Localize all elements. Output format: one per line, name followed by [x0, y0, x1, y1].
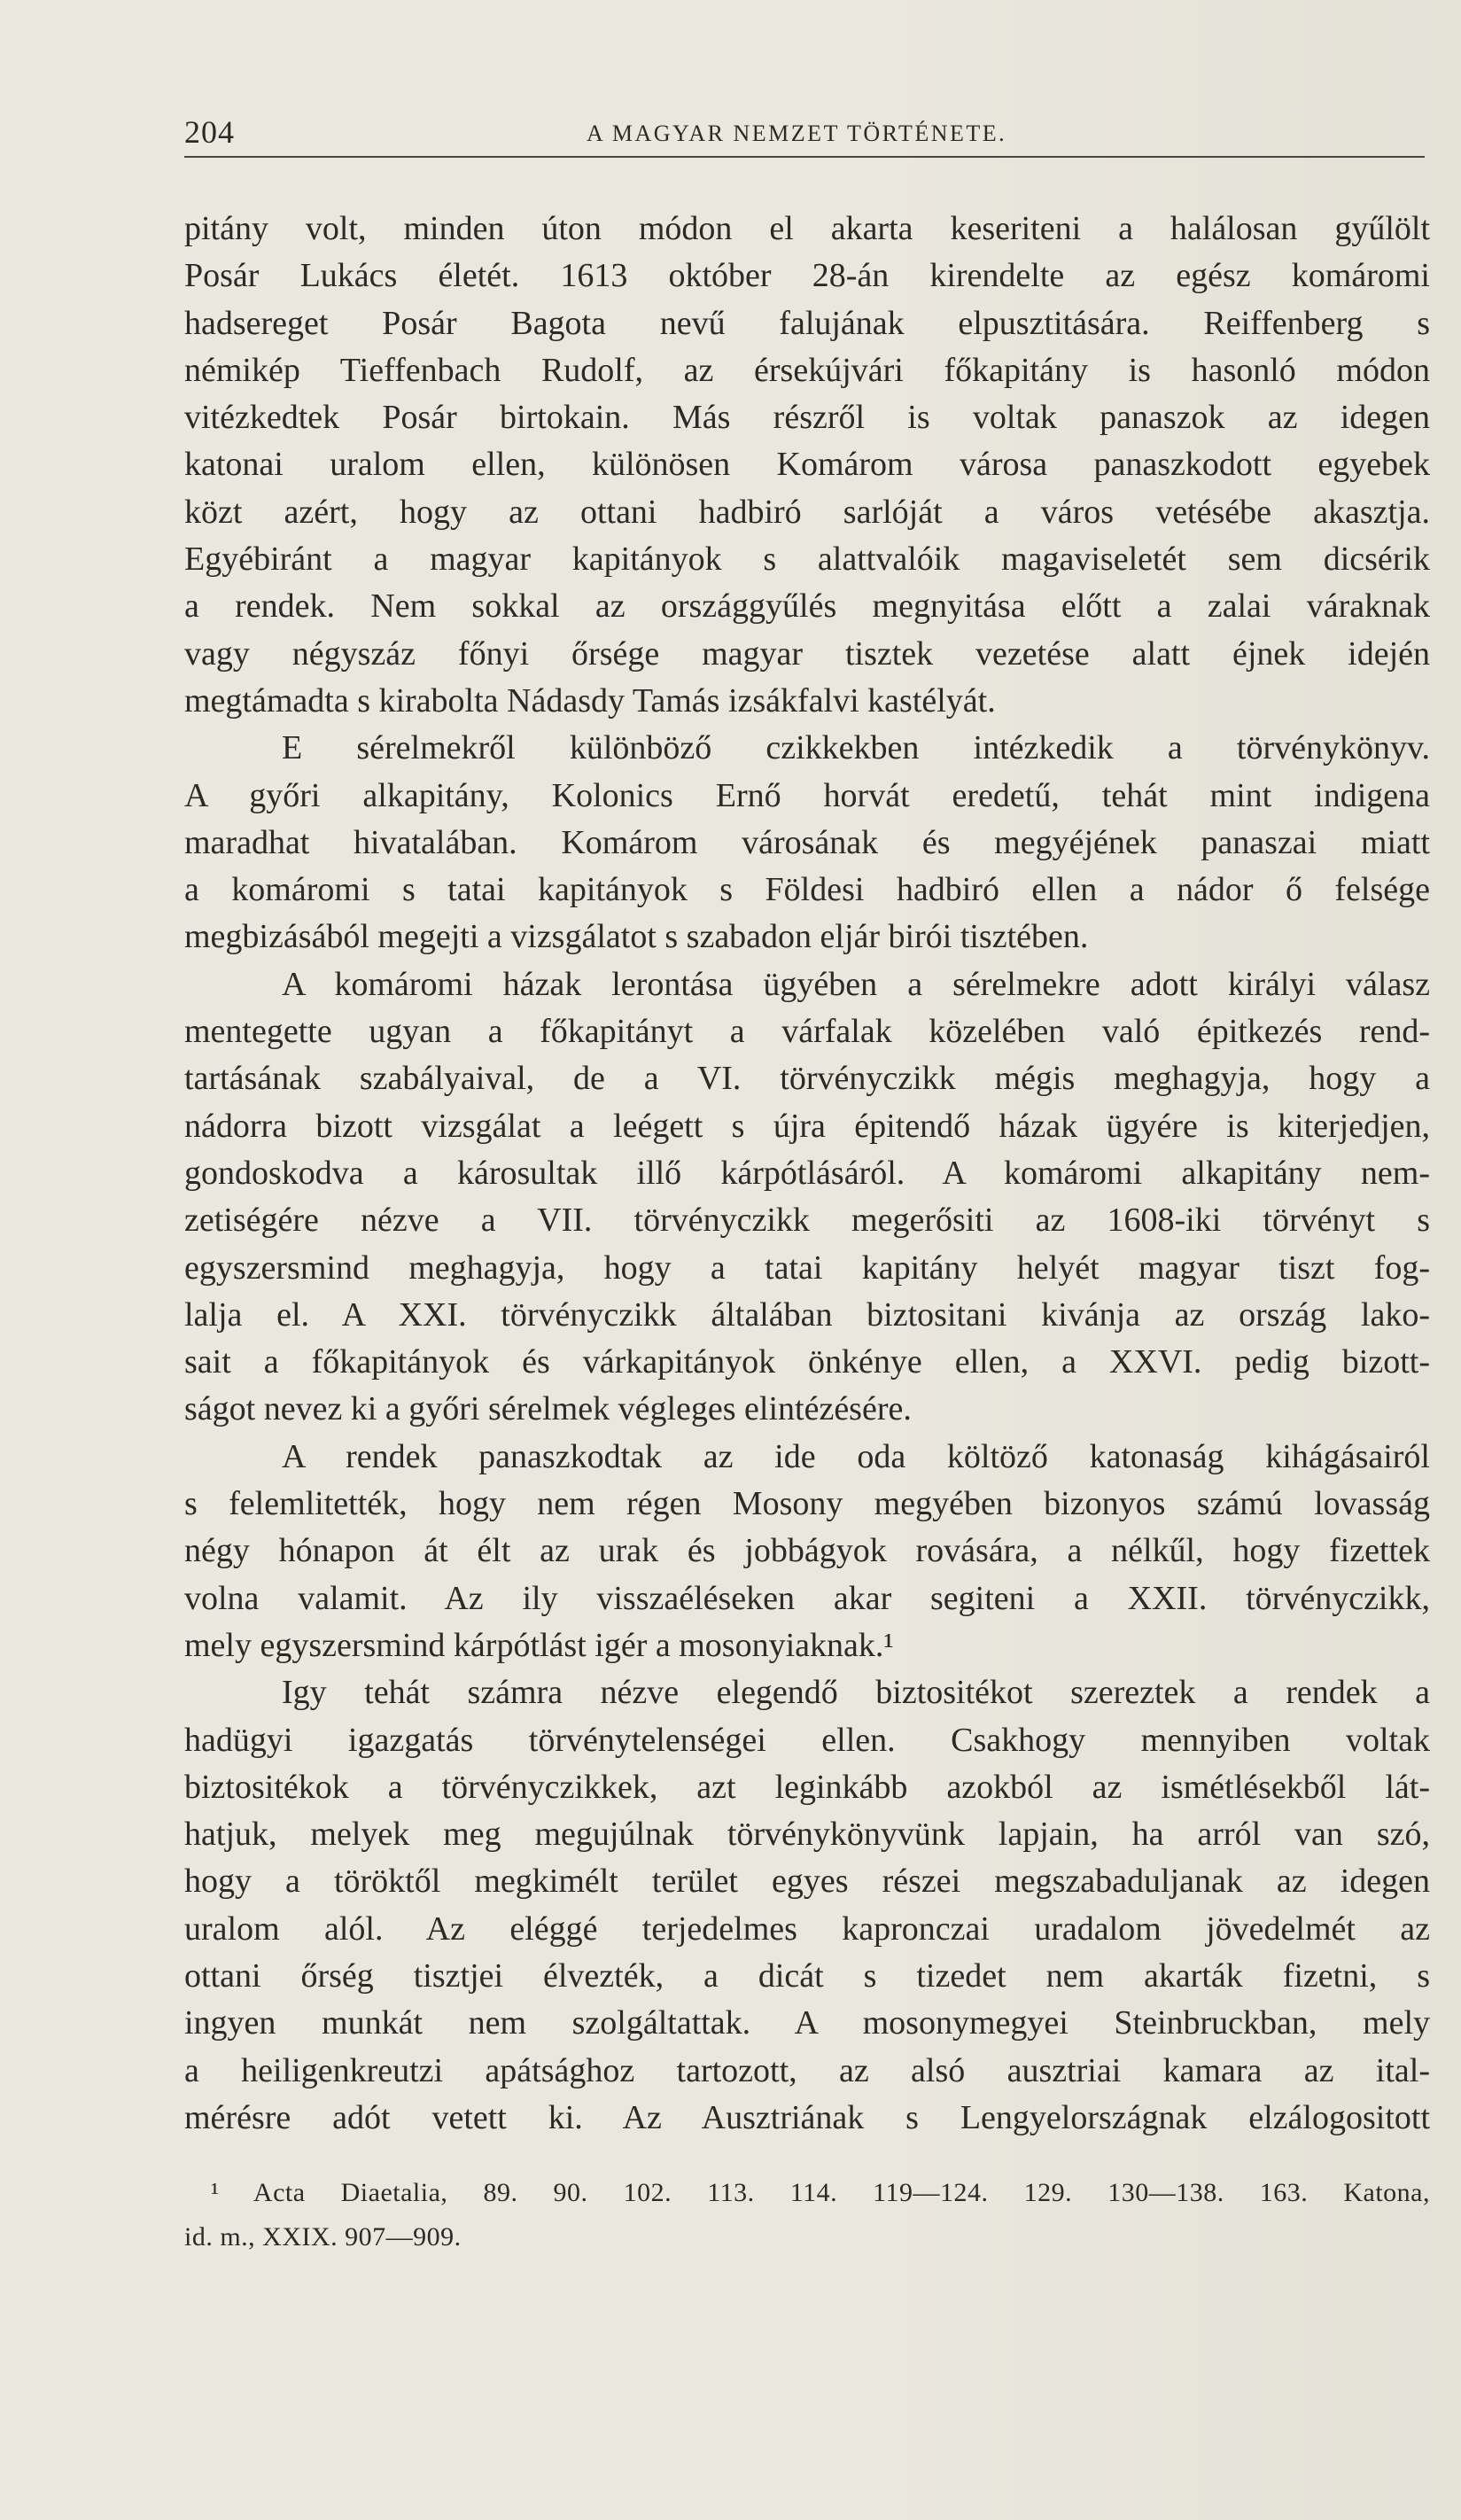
text-line: megbizásából megejti a vizsgálatot s szabadon eljár birói tisztében. — [184, 918, 1089, 956]
text-line: s felemlitették, hogy nem régen Mosony megyében bizonyos számú lovasság — [184, 1485, 1430, 1523]
text-line: ottani őrség tisztjei élvezték, a dicát s tizedet nem akarták fizetni, s — [184, 1956, 1430, 1995]
text-line: A győri alkapitány, Kolonics Ernő horvát eredetű, tehát mint indigena — [184, 776, 1430, 814]
text-line: mentegette ugyan a főkapitányt a várfalak közelében való épitkezés rend- — [184, 1013, 1430, 1051]
text-line: A rendek panaszkodtak az ide oda költöző katonaság kihágásairól — [282, 1437, 1430, 1475]
text-line: pitány volt, minden úton módon el akarta keseriteni a halálosan gyűlölt — [184, 210, 1430, 247]
text-line: ingyen munkát nem szolgáltattak. A mosonymegyei Steinbruckban, mely — [184, 2004, 1430, 2042]
text-line: lalja el. A XXI. törvényczikk általában biztositani kivánja az ország lako- — [184, 1295, 1430, 1334]
text-line: zetiségére nézve a VII. törvényczikk megerősiti az 1608-iki törvényt s — [184, 1202, 1430, 1240]
text-line: hadsereget Posár Bagota nevű falujának elpusztitására. Reiffenberg s — [184, 304, 1430, 342]
text-line: hadügyi igazgatás törvénytelenségei ellen. Csakhogy mennyiben voltak — [184, 1721, 1430, 1759]
text-line: nádorra bizott vizsgálat a leégett s újra épitendő házak ügyére is kiterjedjen, — [184, 1107, 1430, 1145]
text-line: megtámadta s kirabolta Nádasdy Tamás izsákfalvi kastélyát. — [184, 681, 996, 719]
text-line: biztositékok a törvényczikkek, azt leginkább azokból az ismétlésekből lát- — [184, 1768, 1430, 1806]
running-head: A MAGYAR NEMZET TÖRTÉNETE. — [587, 121, 1007, 146]
text-line: gondoskodva a károsultak illő kárpótlásáról. A komáromi alkapitány nem- — [184, 1154, 1430, 1192]
body-text — [184, 206, 1430, 2142]
text-line: Egyébiránt a magyar kapitányok s alattvalóik magaviseletét sem dicsérik — [184, 541, 1430, 579]
text-line: némikép Tieffenbach Rudolf, az érsekújvári főkapitány is hasonló módon — [184, 351, 1430, 389]
text-line: A komáromi házak lerontása ügyében a sérelmekre adott királyi válasz — [282, 965, 1430, 1003]
text-line: Posár Lukács életét. 1613 október 28-án kirendelte az egész komáromi — [184, 257, 1430, 295]
text-line: Igy tehát számra nézve elegendő biztositékot szereztek a rendek a — [282, 1674, 1430, 1712]
text-line: tartásának szabályaival, de a VI. törvényczikk mégis meghagyja, hogy a — [184, 1060, 1430, 1098]
text-line: E sérelmekről különböző czikkekben intézkedik a törvénykönyv. — [282, 729, 1430, 767]
text-line: hatjuk, melyek meg megujúlnak törvénykönyvünk lapjain, ha arról van szó, — [184, 1816, 1430, 1854]
text-line: sait a főkapitányok és várkapitányok önkénye ellen, a XXVI. pedig bizott- — [184, 1343, 1430, 1381]
header-rule — [184, 156, 1425, 158]
text-line: vagy négyszáz főnyi őrsége magyar tisztek vezetése alatt éjnek idején — [184, 634, 1430, 673]
page-number: 204 — [184, 114, 235, 150]
text-line: a rendek. Nem sokkal az országgyűlés megnyitása előtt a zalai váraknak — [184, 587, 1430, 626]
text-line: maradhat hivatalában. Komárom városának és megyéjének panaszai miatt — [184, 823, 1430, 861]
text-line: vitézkedtek Posár birtokain. Más részről is voltak panaszok az idegen — [184, 399, 1430, 437]
footnotes — [184, 2171, 1430, 2259]
text-line: közt azért, hogy az ottani hadbiró sarlóját a város vetésébe akasztja. — [184, 493, 1430, 531]
footnote-line: ¹ Acta Diaetalia, 89. 90. 102. 113. 114. 119—124. 129. 130—138. 163. Katona, — [211, 2178, 1430, 2207]
text-line: katonai uralom ellen, különösen Komárom városa panaszkodott egyebek — [184, 446, 1430, 484]
text-line: négy hónapon át élt az urak és jobbágyok rovására, a nélkűl, hogy fizettek — [184, 1532, 1430, 1570]
text-line: ságot nevez ki a győri sérelmek végleges elintézésére. — [184, 1390, 912, 1428]
footnote-line: id. m., XXIX. 907—909. — [184, 2222, 462, 2252]
text-line: mérésre adót vetett ki. Az Ausztriának s Lengyelországnak elzálogositott — [184, 2098, 1430, 2136]
text-line: uralom alól. Az eléggé terjedelmes kapronczai uradalom jövedelmét az — [184, 1909, 1430, 1948]
text-line: hogy a töröktől megkimélt terület egyes részei megszabaduljanak az idegen — [184, 1863, 1430, 1901]
text-line: volna valamit. Az ily visszaéléseken akar segiteni a XXII. törvényczikk, — [184, 1579, 1430, 1617]
text-line: mely egyszersmind kárpótlást igér a mosonyiaknak.¹ — [184, 1626, 894, 1664]
text-line: a heiligenkreutzi apátsághoz tartozott, az alsó ausztriai kamara az ital- — [184, 2051, 1430, 2089]
page-header — [184, 113, 1425, 158]
text-line: egyszersmind meghagyja, hogy a tatai kapitány helyét magyar tiszt fog- — [184, 1248, 1430, 1287]
text-line: a komáromi s tatai kapitányok s Földesi hadbiró ellen a nádor ő felsége — [184, 871, 1430, 909]
